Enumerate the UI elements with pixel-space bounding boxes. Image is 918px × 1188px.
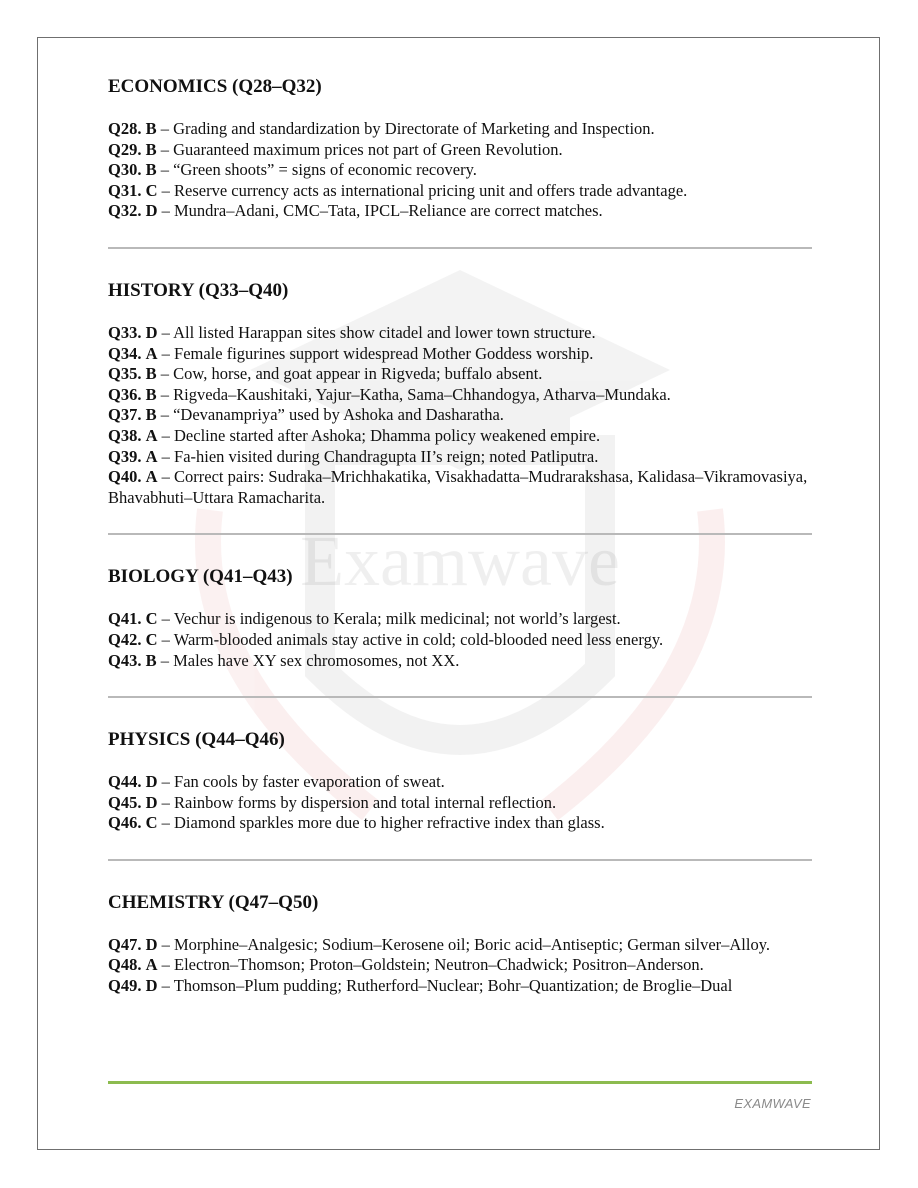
answer-option: C <box>145 180 158 200</box>
answer-option: B <box>145 119 157 138</box>
section-title: CHEMISTRY (Q47–Q50) <box>108 891 319 913</box>
question-number: Q39. <box>108 446 142 466</box>
question-number: Q42. <box>108 629 142 649</box>
answer-item <box>108 651 812 672</box>
answer-explanation: – Rainbow forms by dispersion and total internal reflection. <box>157 792 557 812</box>
answer-item <box>108 364 812 385</box>
answer-option: A <box>145 467 158 487</box>
section <box>108 280 812 508</box>
answer-option: B <box>145 384 157 404</box>
answer-item <box>108 467 812 508</box>
answer-explanation: – Guaranteed maximum prices not part of Green Revolution. <box>156 139 563 159</box>
answer-item <box>108 609 812 630</box>
section-divider <box>108 533 812 535</box>
answer-explanation: – Correct pairs: Sudraka–Mrichhakatika, Visakhadatta–Mudrarakshasa, Kalidasa–Vikramovasiya, Bhavabhuti–Uttara Ramacharita. <box>108 467 808 507</box>
answer-explanation: – Cow, horse, and goat appear in Rigveda; buffalo absent. <box>156 364 543 384</box>
question-number: Q46. <box>108 813 142 833</box>
answer-item <box>108 385 812 406</box>
answer-list <box>108 119 812 222</box>
section <box>108 892 812 997</box>
question-number: Q45. <box>108 792 142 812</box>
answer-option: D <box>145 792 158 812</box>
answer-option: C <box>145 629 158 649</box>
answer-explanation: – Vechur is indigenous to Kerala; milk medicinal; not world’s largest. <box>157 609 621 629</box>
section-title: PHYSICS (Q44–Q46) <box>108 729 285 751</box>
answer-option: A <box>145 955 158 975</box>
section-title: HISTORY (Q33–Q40) <box>108 279 289 301</box>
answer-explanation: – Grading and standardization by Directorate of Marketing and Inspection. <box>156 119 655 138</box>
question-number: Q28. <box>108 119 142 138</box>
answer-explanation: – Electron–Thomson; Proton–Goldstein; Neutron–Chadwick; Positron–Anderson. <box>157 955 704 975</box>
answer-option: C <box>145 813 158 833</box>
watermark-text: Examwave <box>300 521 620 601</box>
answer-item <box>108 181 812 202</box>
answer-explanation: – “Green shoots” = signs of economic recovery. <box>156 160 477 180</box>
answer-list <box>108 323 812 508</box>
answer-item <box>108 630 812 651</box>
section-divider <box>108 247 812 249</box>
answer-explanation: – Mundra–Adani, CMC–Tata, IPCL–Reliance are correct matches. <box>157 201 603 221</box>
answer-explanation: – Warm-blooded animals stay active in cold; cold-blooded need less energy. <box>157 629 664 649</box>
answer-explanation: – “Devanampriya” used by Ashoka and Dasharatha. <box>156 405 504 425</box>
answer-option: B <box>145 405 157 425</box>
answer-explanation: – Fan cools by faster evaporation of sweat. <box>157 772 445 792</box>
answer-item <box>108 935 812 956</box>
footer-accent-line <box>108 1081 812 1084</box>
section-divider <box>108 696 812 698</box>
answer-explanation: – Diamond sparkles more due to higher refractive index than glass. <box>157 813 605 833</box>
answer-explanation: – All listed Harappan sites show citadel and lower town structure. <box>157 322 596 342</box>
answer-item <box>108 955 812 976</box>
question-number: Q47. <box>108 934 142 954</box>
answer-option: B <box>145 139 157 159</box>
answer-explanation: – Males have XY sex chromosomes, not XX. <box>156 650 460 670</box>
question-number: Q36. <box>108 384 142 404</box>
answer-item <box>108 344 812 365</box>
question-number: Q37. <box>108 405 142 425</box>
question-number: Q41. <box>108 609 142 629</box>
question-number: Q30. <box>108 160 142 180</box>
answer-option: B <box>145 160 157 180</box>
section-title: ECONOMICS (Q28–Q32) <box>108 76 322 97</box>
answer-item <box>108 426 812 447</box>
answer-item <box>108 160 812 181</box>
answer-item <box>108 405 812 426</box>
answer-option: D <box>145 322 158 342</box>
answer-option: B <box>145 364 157 384</box>
answer-option: D <box>145 976 158 996</box>
question-number: Q32. <box>108 201 142 221</box>
answer-option: A <box>145 343 158 363</box>
answer-explanation: – Decline started after Ashoka; Dhamma policy weakened empire. <box>157 425 601 445</box>
answer-item <box>108 140 812 161</box>
question-number: Q44. <box>108 772 142 792</box>
answer-option: D <box>145 201 158 221</box>
answer-option: A <box>145 425 158 445</box>
answer-option: C <box>145 609 158 629</box>
question-number: Q29. <box>108 139 142 159</box>
answer-item <box>108 772 812 793</box>
answer-explanation: – Fa-hien visited during Chandragupta II’s reign; noted Patliputra. <box>157 446 599 466</box>
answer-explanation: – Morphine–Analgesic; Sodium–Kerosene oil; Boric acid–Antiseptic; German silver–Alloy. <box>157 934 771 954</box>
section <box>108 76 812 222</box>
section <box>108 729 812 834</box>
answer-item <box>108 201 812 222</box>
section <box>108 566 812 671</box>
question-number: Q49. <box>108 976 142 996</box>
answer-option: D <box>145 772 158 792</box>
answer-explanation: – Rigveda–Kaushitaki, Yajur–Katha, Sama–Chhandogya, Atharva–Mundaka. <box>156 384 671 404</box>
answer-key-content <box>108 76 812 997</box>
footer-brand: EXAMWAVE <box>734 1096 811 1111</box>
answer-explanation: – Thomson–Plum pudding; Rutherford–Nuclear; Bohr–Quantization; de Broglie–Dual <box>157 976 733 996</box>
question-number: Q35. <box>108 364 142 384</box>
answer-list <box>108 935 812 997</box>
section-title: BIOLOGY (Q41–Q43) <box>108 566 293 588</box>
answer-item <box>108 793 812 814</box>
question-number: Q31. <box>108 180 142 200</box>
answer-explanation: – Female figurines support widespread Mother Goddess worship. <box>157 343 594 363</box>
answer-option: D <box>145 934 158 954</box>
answer-item <box>108 447 812 468</box>
answer-explanation: – Reserve currency acts as international pricing unit and offers trade advantage. <box>157 180 688 200</box>
answer-item <box>108 119 812 140</box>
question-number: Q33. <box>108 322 142 342</box>
answer-item <box>108 976 812 997</box>
question-number: Q43. <box>108 650 142 670</box>
question-number: Q40. <box>108 467 142 487</box>
answer-option: A <box>145 446 158 466</box>
question-number: Q34. <box>108 343 142 363</box>
answer-list <box>108 609 812 671</box>
answer-item <box>108 323 812 344</box>
answer-list <box>108 772 812 834</box>
question-number: Q48. <box>108 955 142 975</box>
question-number: Q38. <box>108 425 142 445</box>
answer-option: B <box>145 650 157 670</box>
section-divider <box>108 859 812 861</box>
answer-item <box>108 813 812 834</box>
